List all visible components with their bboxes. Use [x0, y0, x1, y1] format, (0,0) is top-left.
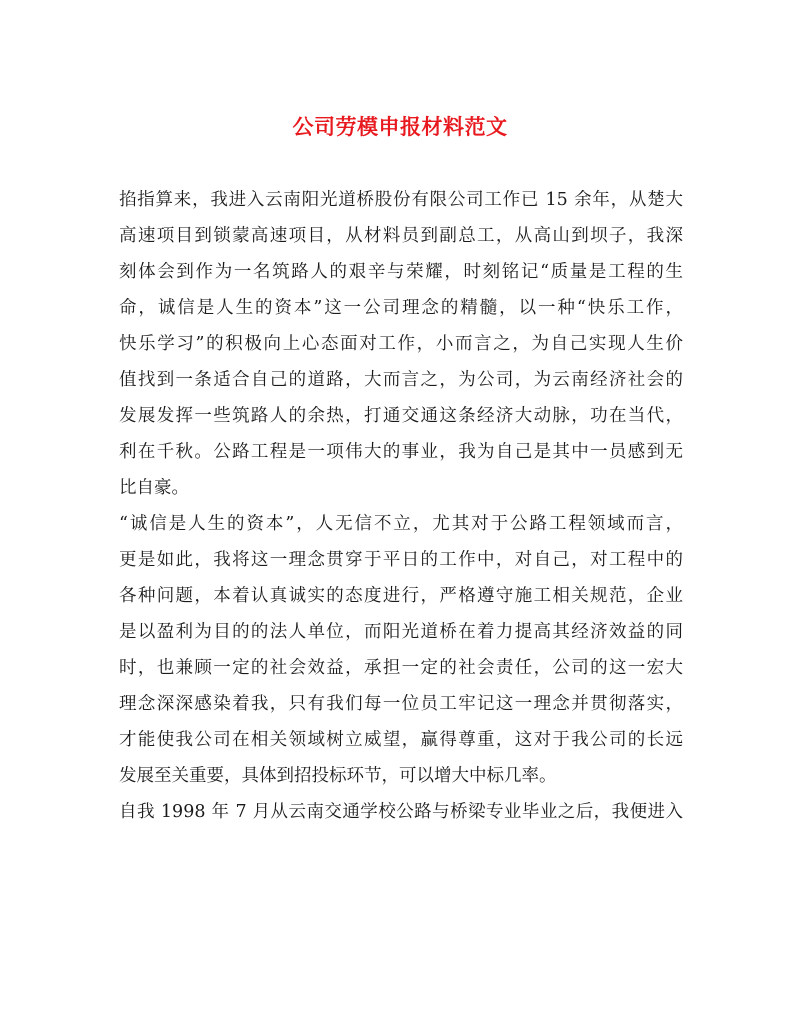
- body-line: 自我 1998 年 7 月从云南交通学校公路与桥梁专业毕业之后，我便进入: [119, 802, 683, 822]
- document-body: [119, 182, 683, 830]
- body-line: “诚信是人生的资本”，人无信不立，尤其对于公路工程领域而言，: [119, 514, 683, 534]
- body-line: 快乐学习”的积极向上心态面对工作，小而言之，为自己实现人生价: [119, 334, 683, 354]
- body-line: 命，诚信是人生的资本”这一公司理念的精髓，以一种“快乐工作，: [119, 298, 683, 318]
- body-line: 更是如此，我将这一理念贯穿于平日的工作中，对自己，对工程中的: [119, 550, 683, 570]
- body-line: 利在千秋。公路工程是一项伟大的事业，我为自己是其中一员感到无: [119, 442, 683, 462]
- body-line: 才能使我公司在相关领域树立威望，赢得尊重，这对于我公司的长远: [119, 730, 683, 750]
- document-title: 公司劳模申报材料范文: [292, 114, 508, 139]
- body-line: 理念深深感染着我，只有我们每一位员工牢记这一理念并贯彻落实，: [119, 694, 683, 714]
- body-line: 高速项目到锁蒙高速项目，从材料员到副总工，从高山到坝子，我深: [119, 226, 683, 246]
- body-line: 刻体会到作为一名筑路人的艰辛与荣耀，时刻铭记“质量是工程的生: [119, 262, 683, 282]
- body-line: 时，也兼顾一定的社会效益，承担一定的社会责任，公司的这一宏大: [119, 658, 683, 678]
- body-line: 发展发挥一些筑路人的余热，打通交通这条经济大动脉，功在当代，: [119, 406, 683, 426]
- body-line: 比自豪。: [119, 478, 189, 498]
- body-line: 掐指算来，我进入云南阳光道桥股份有限公司工作已 15 余年，从楚大: [119, 190, 683, 210]
- body-line: 发展至关重要，具体到招投标环节，可以增大中标几率。: [119, 766, 557, 786]
- body-line: 值找到一条适合自己的道路，大而言之，为公司，为云南经济社会的: [119, 370, 683, 390]
- body-line: 各种问题，本着认真诚实的态度进行，严格遵守施工相关规范，企业: [119, 586, 683, 606]
- body-line: 是以盈利为目的的法人单位，而阳光道桥在着力提高其经济效益的同: [119, 622, 683, 642]
